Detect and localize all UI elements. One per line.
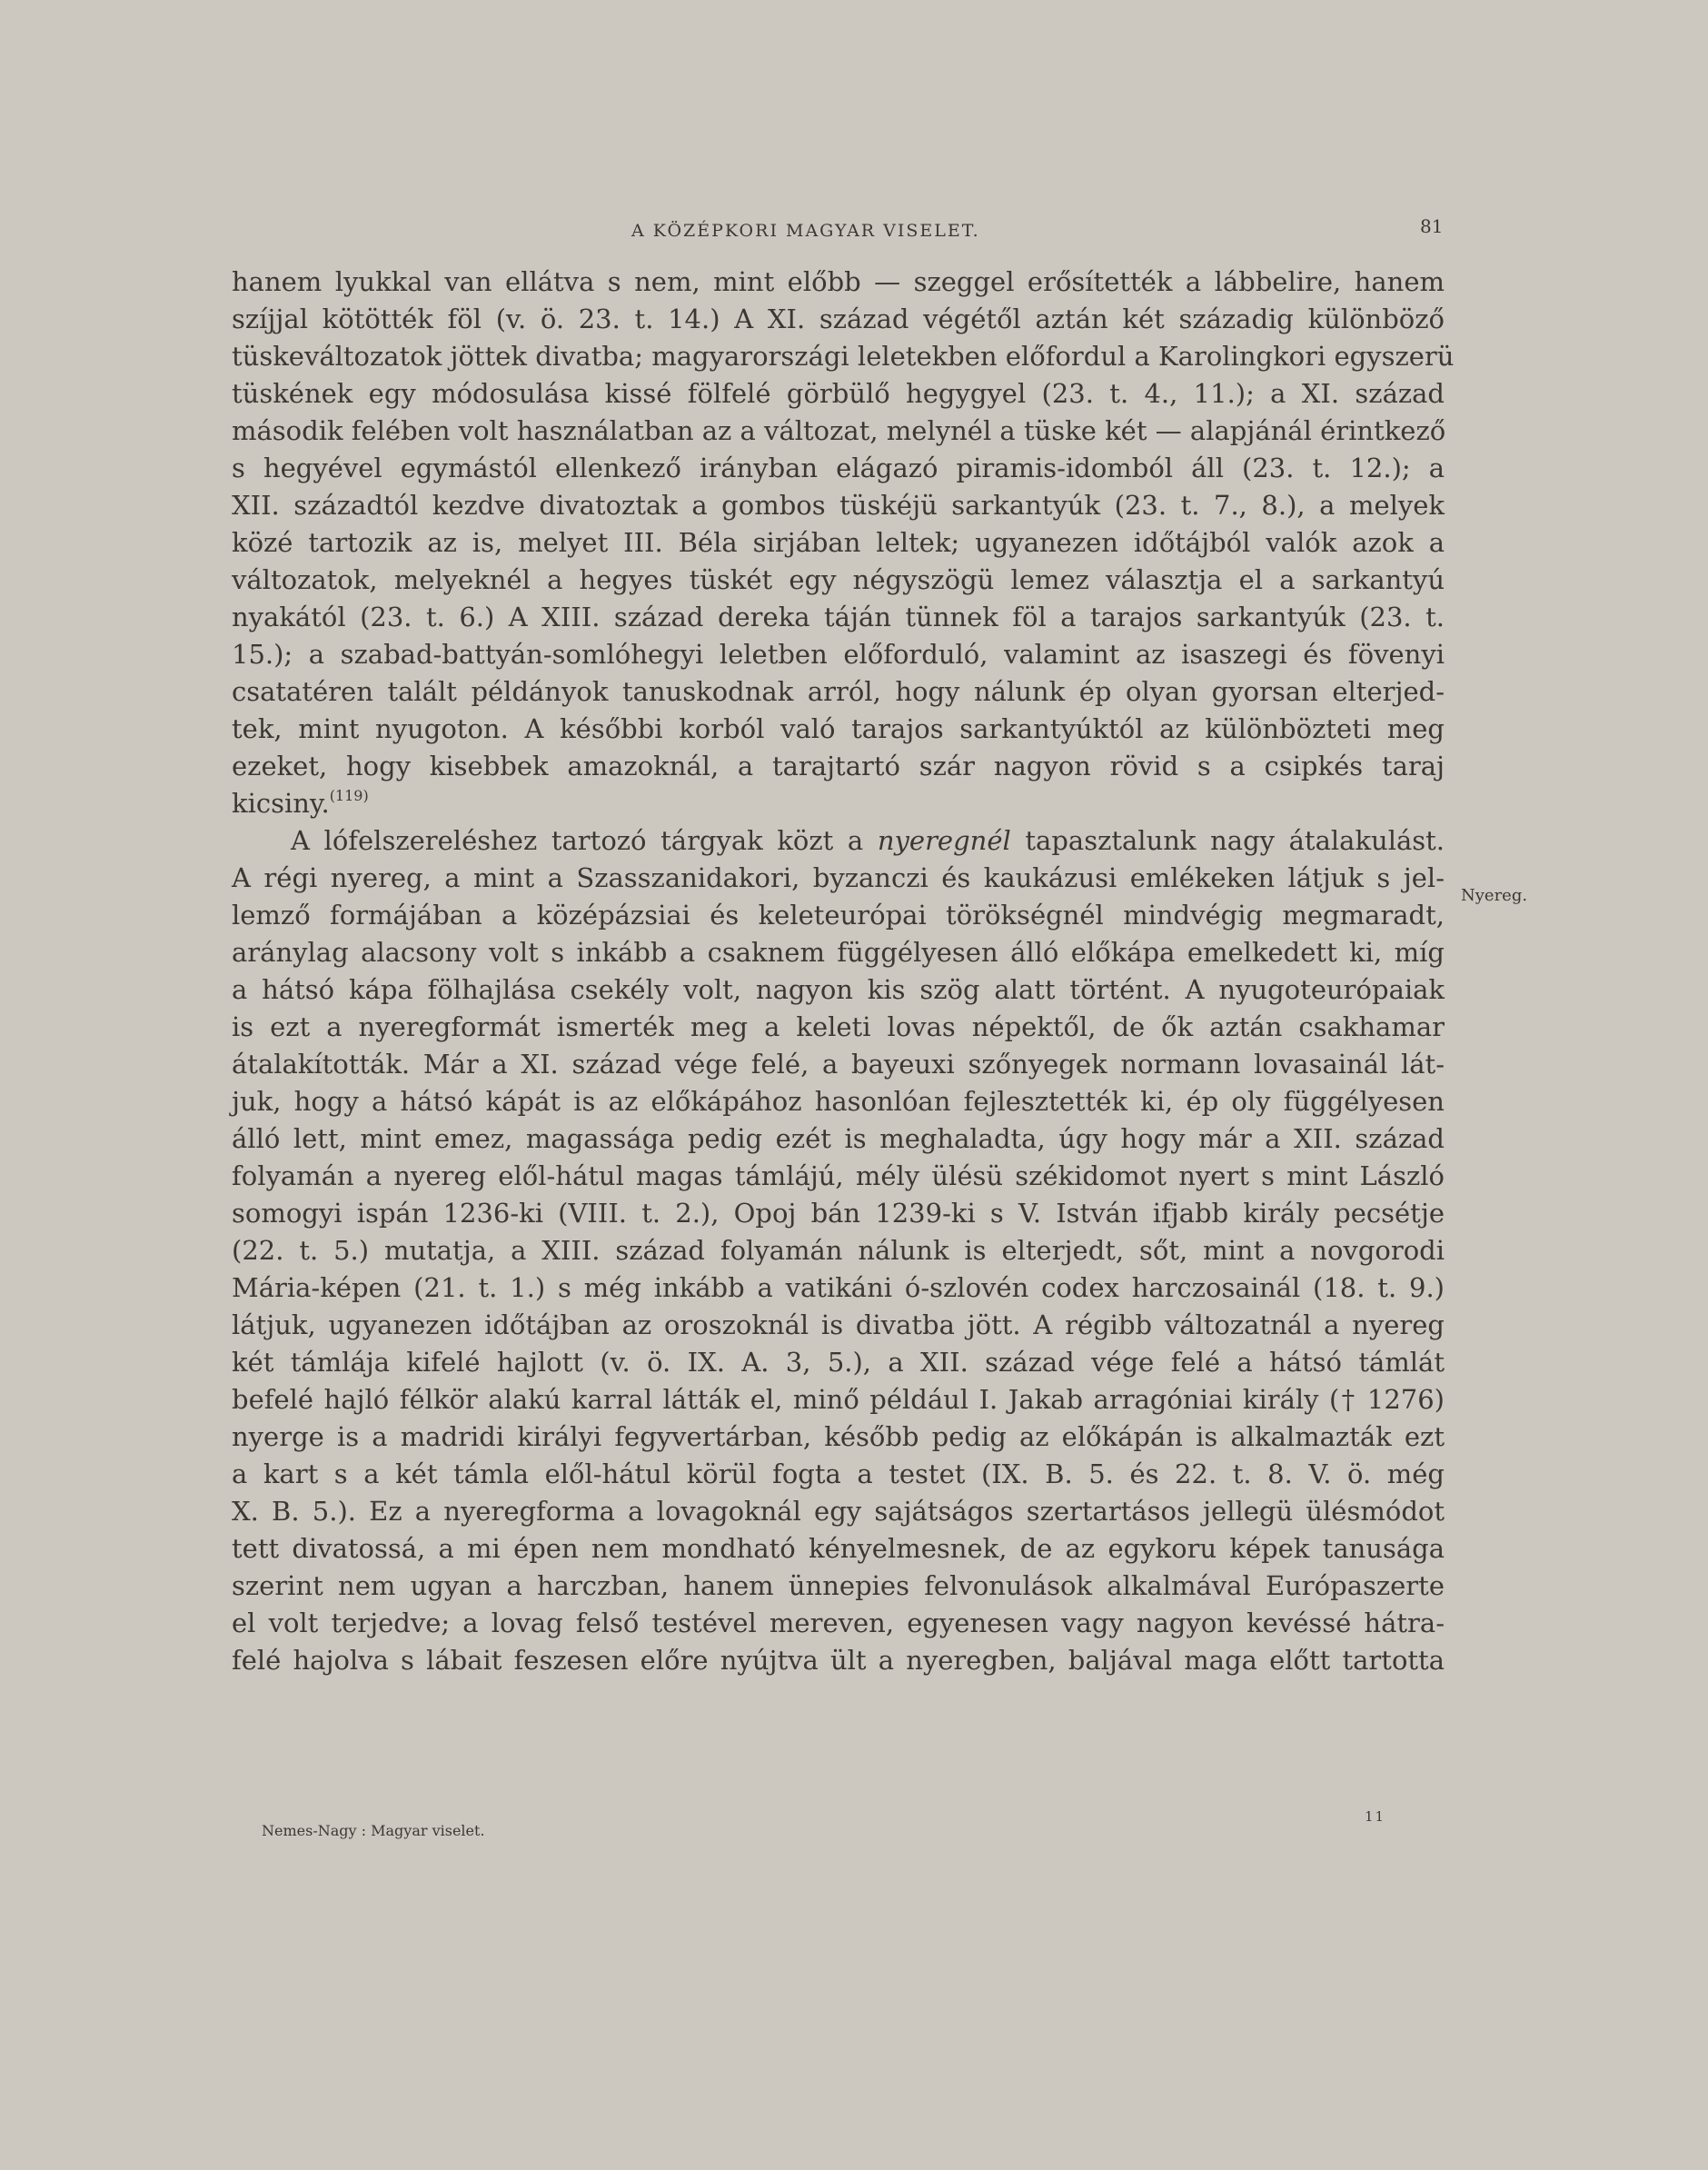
text-line: A régi nyereg, a mint a Szasszanidakori, byzanczi és kaukázusi emlékeken látjuk s jel- [232, 862, 1445, 893]
text-line: csatatéren talált példányok tanuskodnak arról, hogy nálunk ép olyan gyorsan elterjed- [232, 676, 1445, 707]
text-line: hanem lyukkal van ellátva s nem, mint előbb — szeggel erősítették a lábbelire, hanem [232, 266, 1445, 297]
page-number: 81 [1420, 215, 1444, 237]
page-header [0, 215, 1708, 248]
text-line: (22. t. 5.) mutatja, a XIII. század folyamán nálunk is elterjedt, sőt, mint a novgorodi [232, 1235, 1445, 1266]
text-line: el volt terjedve; a lovag felső testével mereven, egyenesen vagy nagyon kevéssé hátra- [232, 1608, 1445, 1638]
page-footer [0, 1808, 1708, 1839]
text-line: befelé hajló félkör alakú karral látták el, minő például I. Jakab arragóniai király († 1276) [232, 1384, 1445, 1415]
text-line: is ezt a nyeregformát ismerték meg a keleti lovas népektől, de ők aztán csakhamar [232, 1011, 1445, 1042]
text-line: juk, hogy a hátsó kápát is az előkápához hasonlóan fejlesztették ki, ép oly függélyesen [232, 1086, 1445, 1117]
text-line-fragment: kicsiny. [232, 788, 330, 819]
text-line: aránylag alacsony volt s inkább a csaknem függélyesen álló előkápa emelkedett ki, míg [232, 937, 1445, 968]
text-line: tek, mint nyugoton. A későbbi korból való tarajos sarkantyúktól az különbözteti meg [232, 713, 1445, 744]
text-line: nyakától (23. t. 6.) A XIII. század dereka táján tünnek föl a tarajos sarkantyúk (23. t. [232, 602, 1445, 632]
footnote-reference: (119) [329, 787, 369, 804]
text-line: második felében volt használatban az a változat, melynél a tüske két — alapjánál érintkező [232, 415, 1446, 446]
text-line-fragment: tapasztalunk nagy átalakulást. [1025, 825, 1445, 856]
emphasized-term: nyeregnél [877, 825, 1011, 856]
text-line: szíjjal kötötték föl (v. ö. 23. t. 14.) A XI. század végétől aztán két századig különböző [232, 304, 1445, 334]
text-line: tüskének egy módosulása kissé fölfelé görbülő hegygyel (23. t. 4., 11.); a XI. század [232, 378, 1445, 409]
text-line-paragraph-end [232, 785, 1445, 822]
text-line: tüskeváltozatok jöttek divatba; magyarországi leletekben előfordul a Karolingkori egyszerü [232, 341, 1455, 372]
text-line-paragraph-start [232, 822, 1445, 860]
text-line-fragment: A lófelszereléshez tartozó tárgyak közt a [291, 825, 864, 856]
text-line: somogyi ispán 1236-ki (VIII. t. 2.), Opoj bán 1239-ki s V. István ifjabb király pecsétje [232, 1198, 1445, 1229]
text-line: közé tartozik az is, melyet III. Béla sirjában leltek; ugyanezen időtájból valók azok a [232, 527, 1445, 558]
text-line: felé hajolva s lábait feszesen előre nyújtva ült a nyeregben, baljával maga előtt tartotta [232, 1645, 1445, 1676]
text-line: két támlája kifelé hajlott (v. ö. IX. A. 3, 5.), a XII. század vége felé a hátsó támlát [232, 1347, 1445, 1378]
body-text [232, 264, 1455, 1679]
running-title: A KÖZÉPKORI MAGYAR VISELET. [631, 221, 980, 241]
text-line: szerint nem ugyan a harczban, hanem ünnepies felvonulások alkalmával Európaszerte [232, 1570, 1445, 1601]
text-line: a kart s a két támla elől-hátul körül fogta a testet (IX. B. 5. és 22. t. 8. V. ö. még [232, 1458, 1445, 1489]
text-line: s hegyével egymástól ellenkező irányban elágazó piramis-idomból áll (23. t. 12.); a [232, 453, 1445, 483]
text-line: lemző formájában a középázsiai és keleteurópai törökségnél mindvégig megmaradt, [232, 900, 1445, 931]
text-line: folyamán a nyereg elől-hátul magas támlájú, mély ülésü székidomot nyert s mint László [232, 1160, 1445, 1191]
text-line: átalakították. Már a XI. század vége felé, a bayeuxi szőnyegek normann lovasainál lát- [232, 1049, 1445, 1080]
signature-mark: 11 [1365, 1808, 1386, 1825]
text-line: látjuk, ugyanezen időtájban az oroszoknál is divatba jött. A régibb változatnál a nyereg [232, 1309, 1445, 1340]
text-line: tett divatossá, a mi épen nem mondható kényelmesnek, de az egykoru képek tanusága [232, 1533, 1445, 1564]
text-line: változatok, melyeknél a hegyes tüskét egy négyszögü lemez választja el a sarkantyú [232, 564, 1445, 595]
text-line: X. B. 5.). Ez a nyeregforma a lovagoknál egy sajátságos szertartásos jellegü ülésmódot [232, 1496, 1445, 1527]
text-line: Mária-képen (21. t. 1.) s még inkább a vatikáni ó-szlovén codex harczosainál (18. t. 9.) [232, 1272, 1445, 1303]
text-line: álló lett, mint emez, magassága pedig ezét is meghaladta, úgy hogy már a XII. század [232, 1123, 1445, 1154]
text-line: 15.); a szabad-battyán-somlóhegyi leletben előforduló, valamint az isaszegi és fövenyi [232, 639, 1445, 670]
text-line: nyerge is a madridi királyi fegyvertárban, később pedig az előkápán is alkalmazták ezt [232, 1421, 1445, 1452]
text-line: XII. századtól kezdve divatoztak a gombos tüskéjü sarkantyúk (23. t. 7., 8.), a melyek [232, 490, 1445, 521]
footer-credit: Nemes-Nagy : Magyar viselet. [262, 1822, 485, 1839]
margin-note: Nyereg. [1461, 886, 1528, 905]
text-line: ezeket, hogy kisebbek amazoknál, a tarajtartó szár nagyon rövid s a csipkés taraj [232, 751, 1445, 781]
text-line: a hátsó kápa fölhajlása csekély volt, nagyon kis szög alatt történt. A nyugoteurópaiak [232, 974, 1445, 1005]
